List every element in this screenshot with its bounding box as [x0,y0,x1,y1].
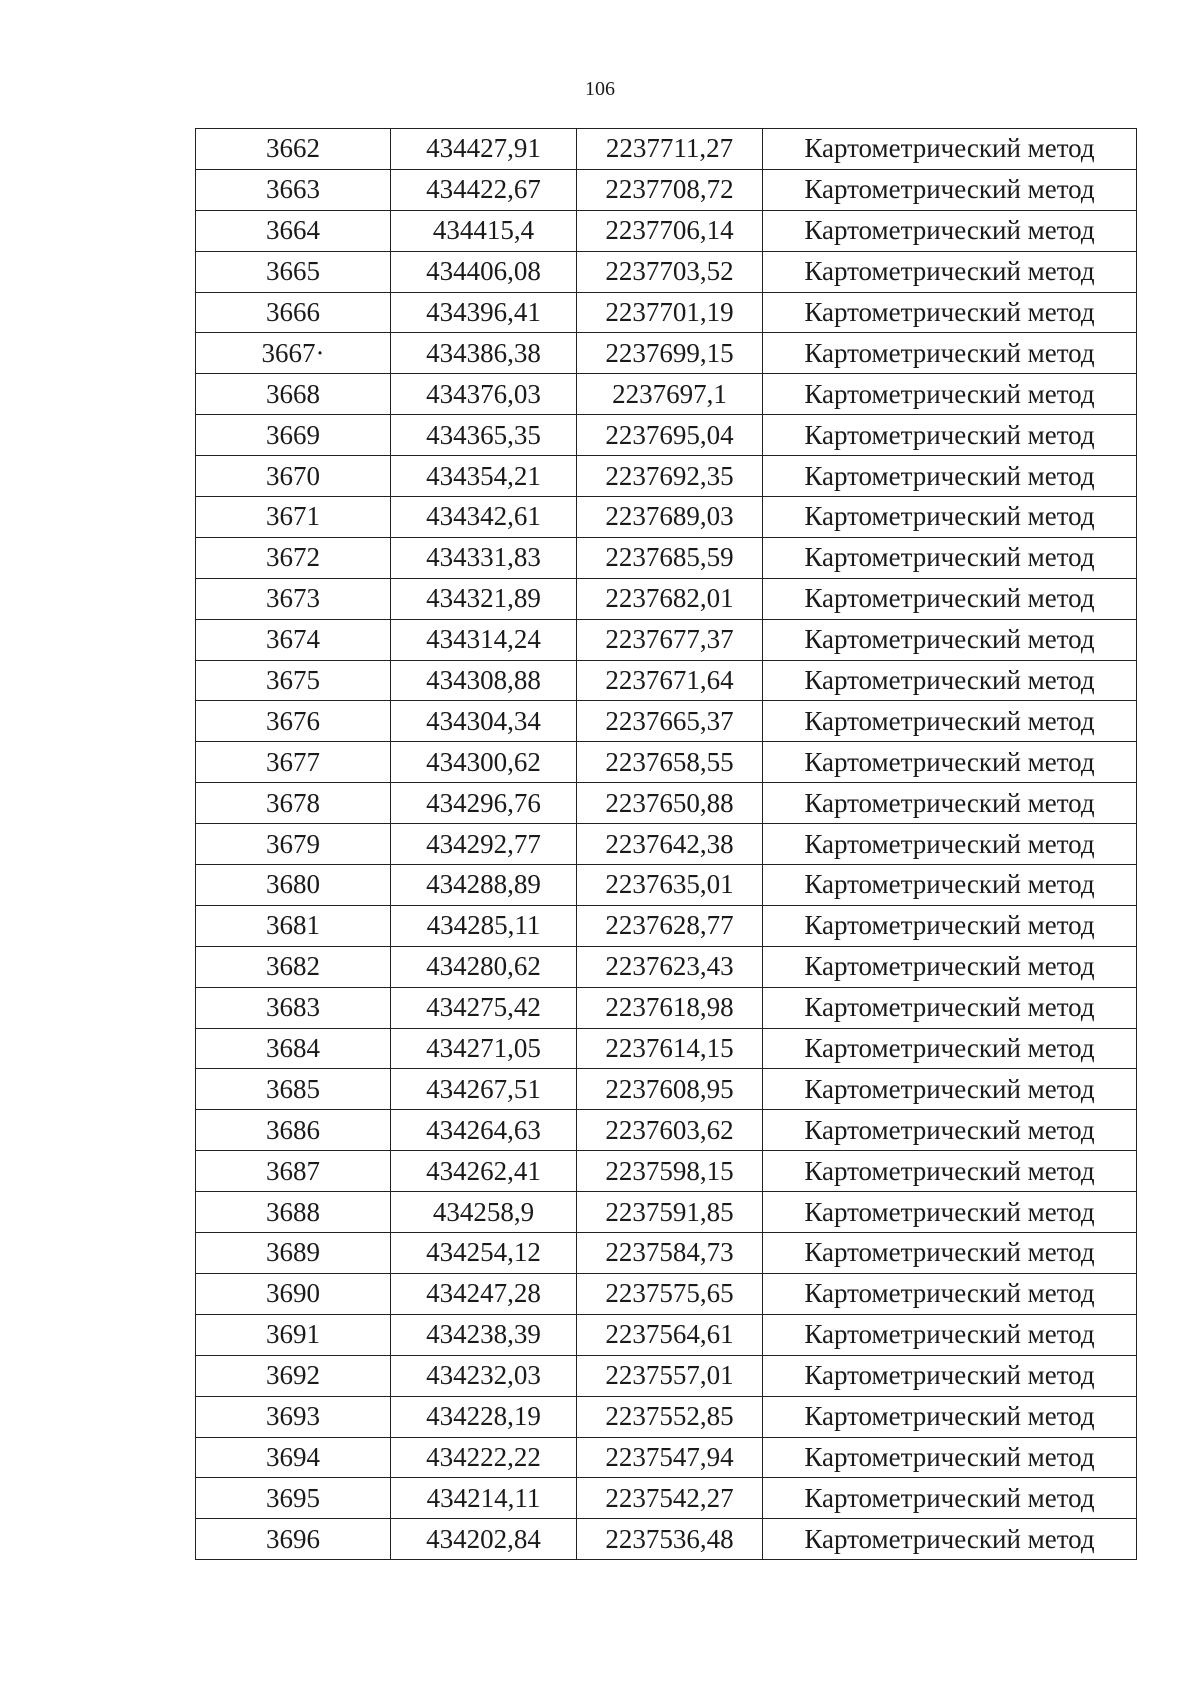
table-row [196,1192,1137,1233]
point-number-cell: 3677 [196,742,391,783]
x-coordinate-cell: 434238,39 [391,1314,577,1355]
table-row [196,1519,1137,1560]
point-number-cell: 3685 [196,1069,391,1110]
method-cell: Картометрический метод [763,946,1137,987]
y-coordinate-cell: 2237608,95 [577,1069,763,1110]
point-number-cell: 3671 [196,497,391,538]
point-number-cell: 3670 [196,456,391,497]
x-coordinate-cell: 434214,11 [391,1478,577,1519]
x-coordinate-cell: 434267,51 [391,1069,577,1110]
point-number-cell: 3665 [196,251,391,292]
y-coordinate-cell: 2237658,55 [577,742,763,783]
x-coordinate-cell: 434222,22 [391,1437,577,1478]
y-coordinate-cell: 2237701,19 [577,292,763,333]
method-cell: Картометрический метод [763,1192,1137,1233]
table-row [196,824,1137,865]
method-cell: Картометрический метод [763,619,1137,660]
point-number-cell: 3679 [196,824,391,865]
x-coordinate-cell: 434247,28 [391,1273,577,1314]
y-coordinate-cell: 2237564,61 [577,1314,763,1355]
method-cell: Картометрический метод [763,1110,1137,1151]
x-coordinate-cell: 434300,62 [391,742,577,783]
method-cell: Картометрический метод [763,374,1137,415]
y-coordinate-cell: 2237536,48 [577,1519,763,1560]
point-number-cell: 3693 [196,1396,391,1437]
table-row [196,1478,1137,1519]
y-coordinate-cell: 2237591,85 [577,1192,763,1233]
method-cell: Картометрический метод [763,129,1137,170]
table-row [196,1396,1137,1437]
point-number-cell: 3690 [196,1273,391,1314]
table-row [196,1355,1137,1396]
point-number-cell: 3681 [196,905,391,946]
point-number-cell: 3696 [196,1519,391,1560]
point-number-cell: 3672 [196,537,391,578]
point-number-cell: 3680 [196,865,391,906]
y-coordinate-cell: 2237547,94 [577,1437,763,1478]
x-coordinate-cell: 434292,77 [391,824,577,865]
y-coordinate-cell: 2237614,15 [577,1028,763,1069]
point-number-cell: 3695 [196,1478,391,1519]
x-coordinate-cell: 434280,62 [391,946,577,987]
table-row [196,701,1137,742]
y-coordinate-cell: 2237697,1 [577,374,763,415]
table-row [196,1233,1137,1274]
table-row [196,1314,1137,1355]
method-cell: Картометрический метод [763,1396,1137,1437]
table-row [196,742,1137,783]
x-coordinate-cell: 434314,24 [391,619,577,660]
point-number-cell: 3687 [196,1151,391,1192]
table-row [196,251,1137,292]
table-row [196,169,1137,210]
x-coordinate-cell: 434296,76 [391,783,577,824]
y-coordinate-cell: 2237689,03 [577,497,763,538]
x-coordinate-cell: 434321,89 [391,578,577,619]
y-coordinate-cell: 2237706,14 [577,210,763,251]
method-cell: Картометрический метод [763,1437,1137,1478]
point-number-cell: 3694 [196,1437,391,1478]
y-coordinate-cell: 2237685,59 [577,537,763,578]
table-row [196,865,1137,906]
y-coordinate-cell: 2237557,01 [577,1355,763,1396]
table-row [196,946,1137,987]
x-coordinate-cell: 434386,38 [391,333,577,374]
method-cell: Картометрический метод [763,333,1137,374]
x-coordinate-cell: 434275,42 [391,987,577,1028]
x-coordinate-cell: 434422,67 [391,169,577,210]
method-cell: Картометрический метод [763,824,1137,865]
x-coordinate-cell: 434262,41 [391,1151,577,1192]
method-cell: Картометрический метод [763,1151,1137,1192]
method-cell: Картометрический метод [763,210,1137,251]
y-coordinate-cell: 2237598,15 [577,1151,763,1192]
x-coordinate-cell: 434354,21 [391,456,577,497]
table-row [196,619,1137,660]
method-cell: Картометрический метод [763,742,1137,783]
point-number-cell: 3688 [196,1192,391,1233]
x-coordinate-cell: 434288,89 [391,865,577,906]
point-number-cell: 3663 [196,169,391,210]
table-row [196,905,1137,946]
method-cell: Картометрический метод [763,660,1137,701]
method-cell: Картометрический метод [763,456,1137,497]
table-row [196,783,1137,824]
y-coordinate-cell: 2237695,04 [577,415,763,456]
y-coordinate-cell: 2237708,72 [577,169,763,210]
x-coordinate-cell: 434331,83 [391,537,577,578]
method-cell: Картометрический метод [763,1028,1137,1069]
point-number-cell: 3683 [196,987,391,1028]
point-number-cell: 3673 [196,578,391,619]
table-row [196,374,1137,415]
method-cell: Картометрический метод [763,1355,1137,1396]
point-number-cell: 3692 [196,1355,391,1396]
point-number-cell: 3664 [196,210,391,251]
x-coordinate-cell: 434285,11 [391,905,577,946]
y-coordinate-cell: 2237618,98 [577,987,763,1028]
point-number-cell: 3686 [196,1110,391,1151]
method-cell: Картометрический метод [763,987,1137,1028]
y-coordinate-cell: 2237552,85 [577,1396,763,1437]
point-number-cell: 3675 [196,660,391,701]
method-cell: Картометрический метод [763,1478,1137,1519]
table-row [196,1437,1137,1478]
method-cell: Картометрический метод [763,169,1137,210]
y-coordinate-cell: 2237682,01 [577,578,763,619]
table-row [196,415,1137,456]
y-coordinate-cell: 2237699,15 [577,333,763,374]
point-number-cell: 3667· [196,333,391,374]
method-cell: Картометрический метод [763,497,1137,538]
x-coordinate-cell: 434232,03 [391,1355,577,1396]
table-row [196,129,1137,170]
x-coordinate-cell: 434228,19 [391,1396,577,1437]
x-coordinate-cell: 434254,12 [391,1233,577,1274]
table-row [196,497,1137,538]
x-coordinate-cell: 434264,63 [391,1110,577,1151]
x-coordinate-cell: 434304,34 [391,701,577,742]
table-row [196,537,1137,578]
point-number-cell: 3689 [196,1233,391,1274]
x-coordinate-cell: 434342,61 [391,497,577,538]
x-coordinate-cell: 434271,05 [391,1028,577,1069]
y-coordinate-cell: 2237623,43 [577,946,763,987]
y-coordinate-cell: 2237642,38 [577,824,763,865]
y-coordinate-cell: 2237584,73 [577,1233,763,1274]
x-coordinate-cell: 434308,88 [391,660,577,701]
point-number-cell: 3666 [196,292,391,333]
x-coordinate-cell: 434202,84 [391,1519,577,1560]
y-coordinate-cell: 2237635,01 [577,865,763,906]
method-cell: Картометрический метод [763,865,1137,906]
point-number-cell: 3691 [196,1314,391,1355]
table-row [196,210,1137,251]
table-row [196,1273,1137,1314]
point-number-cell: 3669 [196,415,391,456]
point-number-cell: 3676 [196,701,391,742]
method-cell: Картометрический метод [763,537,1137,578]
method-cell: Картометрический метод [763,1069,1137,1110]
y-coordinate-cell: 2237665,37 [577,701,763,742]
table-row [196,1028,1137,1069]
method-cell: Картометрический метод [763,1273,1137,1314]
method-cell: Картометрический метод [763,415,1137,456]
table-row [196,987,1137,1028]
coordinates-table [195,128,1137,1560]
y-coordinate-cell: 2237575,65 [577,1273,763,1314]
x-coordinate-cell: 434258,9 [391,1192,577,1233]
table-row [196,1069,1137,1110]
method-cell: Картометрический метод [763,1314,1137,1355]
point-number-cell: 3684 [196,1028,391,1069]
y-coordinate-cell: 2237703,52 [577,251,763,292]
method-cell: Картометрический метод [763,292,1137,333]
table-row [196,578,1137,619]
method-cell: Картометрический метод [763,701,1137,742]
y-coordinate-cell: 2237711,27 [577,129,763,170]
coordinates-table-body [196,129,1137,1560]
table-row [196,456,1137,497]
table-row [196,1151,1137,1192]
method-cell: Картометрический метод [763,783,1137,824]
x-coordinate-cell: 434396,41 [391,292,577,333]
point-number-cell: 3674 [196,619,391,660]
point-number-cell: 3682 [196,946,391,987]
table-row [196,1110,1137,1151]
point-number-cell: 3662 [196,129,391,170]
table-row [196,660,1137,701]
y-coordinate-cell: 2237692,35 [577,456,763,497]
x-coordinate-cell: 434427,91 [391,129,577,170]
table-row [196,292,1137,333]
x-coordinate-cell: 434415,4 [391,210,577,251]
y-coordinate-cell: 2237677,37 [577,619,763,660]
x-coordinate-cell: 434406,08 [391,251,577,292]
method-cell: Картометрический метод [763,1519,1137,1560]
table-row [196,333,1137,374]
y-coordinate-cell: 2237671,64 [577,660,763,701]
y-coordinate-cell: 2237628,77 [577,905,763,946]
y-coordinate-cell: 2237650,88 [577,783,763,824]
point-number-cell: 3678 [196,783,391,824]
method-cell: Картометрический метод [763,1233,1137,1274]
x-coordinate-cell: 434365,35 [391,415,577,456]
y-coordinate-cell: 2237542,27 [577,1478,763,1519]
x-coordinate-cell: 434376,03 [391,374,577,415]
page-number: 106 [585,78,615,100]
method-cell: Картометрический метод [763,578,1137,619]
point-number-cell: 3668 [196,374,391,415]
method-cell: Картометрический метод [763,251,1137,292]
y-coordinate-cell: 2237603,62 [577,1110,763,1151]
method-cell: Картометрический метод [763,905,1137,946]
